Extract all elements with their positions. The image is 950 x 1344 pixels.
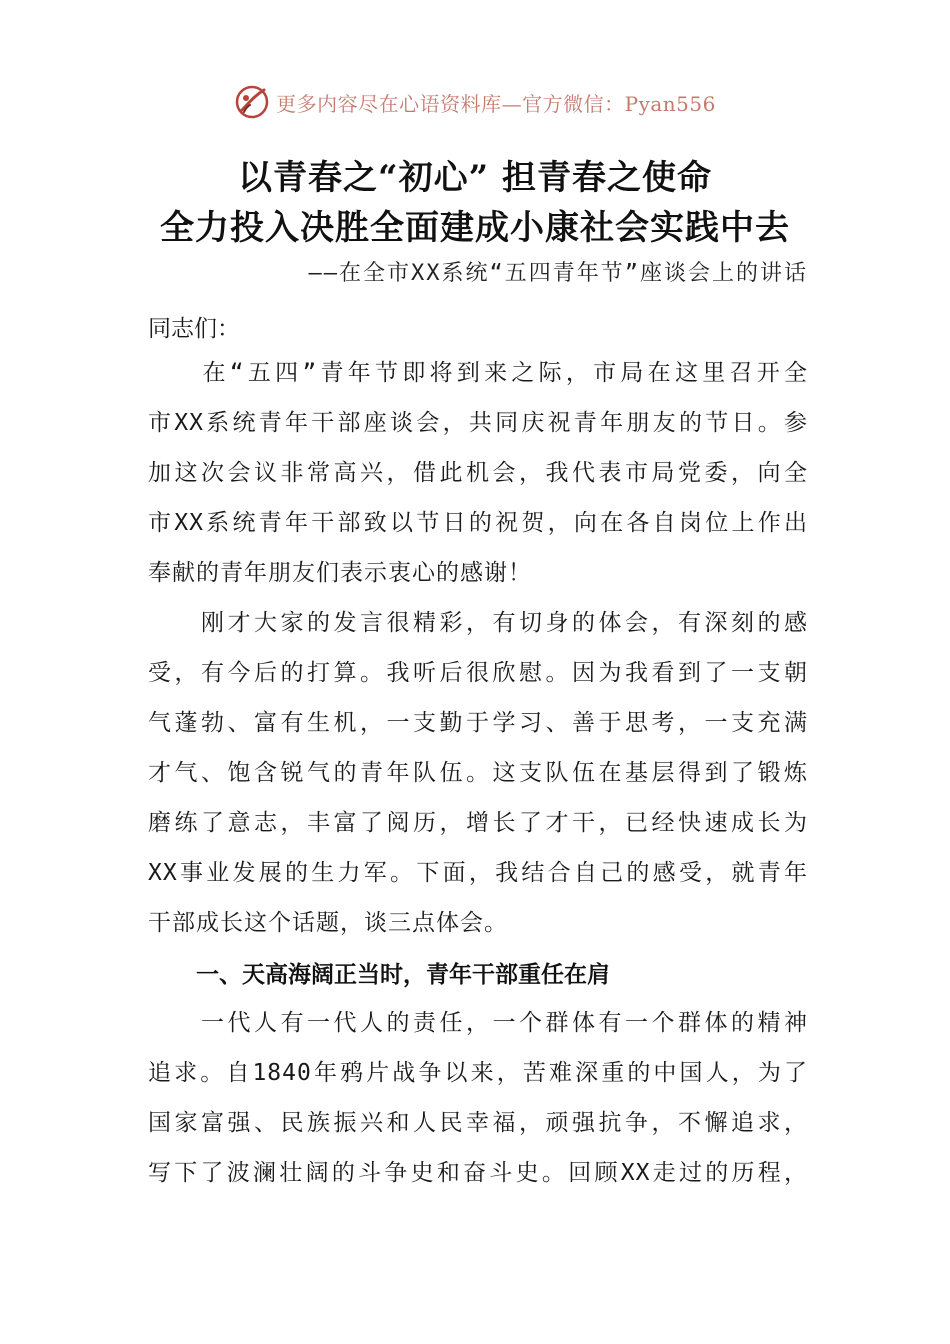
paragraph-1 [148, 348, 808, 598]
section-heading: 一、天高海阔正当时，青年干部重任在肩 [196, 962, 610, 988]
section-paragraph [148, 998, 808, 1198]
paragraph-line: 磨练了意志，丰富了阅历，增长了才干，已经快速成长为 [148, 810, 808, 836]
watermark [0, 84, 950, 120]
paragraph-line: 气蓬勃、富有生机，一支勤于学习、善于思考，一支充满 [148, 710, 808, 736]
paragraph-line: 受，有今后的打算。我听后很欣慰。因为我看到了一支朝 [148, 660, 808, 686]
brush-pen-logo-icon [234, 84, 270, 120]
paragraph-line: 市XX系统青年干部致以节日的祝贺，向在各自岗位上作出 [148, 510, 808, 536]
paragraph-line: 加这次会议非常高兴，借此机会，我代表市局党委，向全 [148, 460, 808, 486]
paragraph-line: 在“五四”青年节即将到来之际，市局在这里召开全 [148, 360, 808, 386]
title-line-1: 以青春之“初心” 担青春之使命 [238, 158, 712, 198]
paragraph-line: 刚才大家的发言很精彩，有切身的体会，有深刻的感 [148, 610, 808, 636]
title-line-2: 全力投入决胜全面建成小康社会实践中去 [160, 208, 790, 248]
subtitle: ——在全市XX系统“五四青年节”座谈会上的讲话 [308, 261, 808, 286]
paragraph-line: 才气、饱含锐气的青年队伍。这支队伍在基层得到了锻炼 [148, 760, 808, 786]
paragraph-2 [148, 598, 808, 948]
watermark-text: 更多内容尽在心语资料库—官方微信：Pyan556 [276, 91, 716, 116]
salutation: 同志们： [148, 316, 240, 342]
paragraph-line: 写下了波澜壮阔的斗争史和奋斗史。回顾XX走过的历程， [148, 1160, 808, 1186]
paragraph-line: 干部成长这个话题，谈三点体会。 [148, 910, 508, 936]
paragraph-line: 奉献的青年朋友们表示衷心的感谢！ [148, 560, 532, 586]
paragraph-line: XX事业发展的生力军。下面，我结合自己的感受，就青年 [148, 860, 808, 886]
paragraph-line: 追求。自1840年鸦片战争以来，苦难深重的中国人，为了 [148, 1060, 808, 1086]
paragraph-line: 一代人有一代人的责任，一个群体有一个群体的精神 [148, 1010, 808, 1036]
paragraph-line: 市XX系统青年干部座谈会，共同庆祝青年朋友的节日。参 [148, 410, 808, 436]
paragraph-line: 国家富强、民族振兴和人民幸福，顽强抗争，不懈追求， [148, 1110, 808, 1136]
